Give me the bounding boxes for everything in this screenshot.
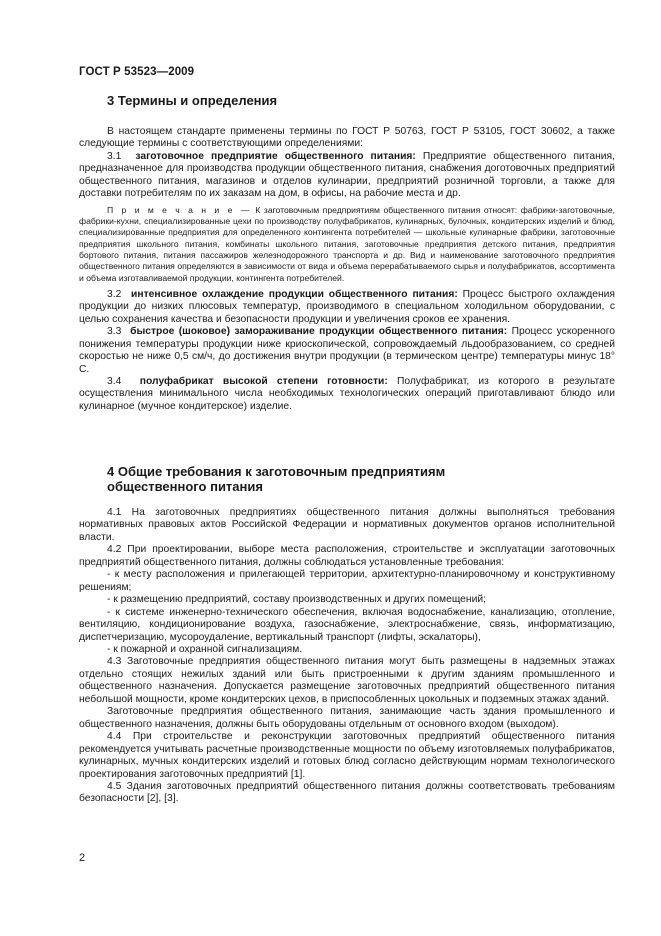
- section-3-body: [79, 126, 615, 413]
- list-item: - к системе инженерно-технического обеспечения, включая водоснабжение, канализацию, отопление, вентиляцию, кондиционирование воздуха, газоснабжение, электроснабжение, связь, информатизацию, диспетчеризацию, мусороудаление, вертикальный транспорт (лифты, эскалаторы),: [79, 606, 615, 643]
- list-item: - к пожарной и охранной сигнализациям.: [107, 643, 303, 655]
- term-3-2: 3.2 интенсивное охлаждение продукции общественного питания: Процесс быстрого охлаждения продукции до низких плюсовых температур, производимого в специальном холодильном оборудовании, с целью сохранения качества и безопасности продукции и увеличения сроков ее хранения.: [79, 288, 615, 325]
- clause-4-4: 4.4 При строительстве и реконструкции заготовочных предприятий общественного питания рекомендуется учитывать расчетные производственные мощности по объему изготовляемых полуфабрикатов, кулинарных, мучных кондитерских изделий и готовых блюд согласно действующим нормам технологического проектирования заготовочных предприятий [1].: [79, 731, 615, 780]
- page-number: 2: [79, 852, 86, 864]
- clause-4-2: 4.2 При проектировании, выборе места расположения, строительстве и эксплуатации заготовочных предприятий общественного питания, должны соблюдаться установленные требования:: [79, 544, 615, 568]
- section-3-intro: В настоящем стандарте применены термины по ГОСТ Р 50763, ГОСТ Р 53105, ГОСТ 30602, а также следующие термины с соответствующими определениями:: [79, 126, 615, 150]
- section-4-heading-line-2: общественного питания: [107, 479, 263, 494]
- section-4-body: [79, 507, 615, 806]
- section-4-heading: [107, 464, 445, 494]
- note-3-1: П р и м е ч а н и е — К заготовочным предприятиям общественного питания относят: фабрики-заготовочные, фабрики-кухни, специализированные цехи по производству полуфабрикатов, кулинарных, булочных, кондитерских изделий и блюд, специализированные предприятия для определенного контингента потребителей — школьные кулинарные фабрики, заготовочные предприятия школьного питания, комбинаты школьного питания, заготовочные предприятия детского питания, предприятия бортового питания, питания пассажиров железнодорожного транспорта и др. Вид и наименование заготовочного предприятия общественного питания определяются в зависимости от вида и объема перерабатываемого сырья и полуфабрикатов, ассортимента и объема изготавливаемой продукции, контингента потребителей.: [79, 204, 615, 283]
- clause-4-5: 4.5 Здания заготовочных предприятий общественного питания должны соответствовать требованиям безопасности [2], [3].: [79, 780, 615, 805]
- section-3-heading: 3 Термины и определения: [107, 93, 278, 108]
- document-header: ГОСТ Р 53523—2009: [79, 66, 195, 78]
- term-3-1: 3.1 заготовочное предприятие общественного питания: Предприятие общественного питания, предназначенное для производства продукции общественного питания, снабжения доготовочных предприятий общественного питания, магазинов и отделов кулинарии, предприятий розничной торговли, а также для доставки потребителям по их заказам на дом, в офисы, на рабочие места и др.: [79, 150, 615, 200]
- term-3-3: 3.3 быстрое (шоковое) замораживание продукции общественного питания: Процесс ускоренного понижения температуры продукции ниже криоскопической, сопровождаемый льдообразованием, со средней скоростью не ниже 0,5 см/ч, до достижения внутри продукции (в термическом центре) температуры минус 18° С.: [79, 326, 615, 375]
- clause-4-1: 4.1 На заготовочных предприятиях общественного питания должны выполняться требования нормативных правовых актов Российской Федерации и нормативных документов органов исполнительной власти.: [79, 507, 615, 543]
- clause-4-3-b: Заготовочные предприятия общественного питания, занимающие часть здания промышленного и общественного назначения, должны быть оборудованы отдельным от основного входом (выходом).: [79, 706, 615, 730]
- list-item: - к размещению предприятий, составу производственных и других помещений;: [107, 594, 486, 606]
- section-4-heading-line-1: 4 Общие требования к заготовочным предприятиям: [107, 464, 446, 479]
- term-3-4: 3.4 полуфабрикат высокой степени готовности: Полуфабрикат, из которого в результате осуществления минимального числа необходимых технологических операций приготавливают блюдо или кулинарное (мучное кондитерское) изделие.: [79, 375, 615, 412]
- list-item: - к месту расположения и прилегающей территории, архитектурно-планировочному и конструктивному решениям;: [79, 569, 615, 593]
- clause-4-3: 4.3 Заготовочные предприятия общественного питания могут быть размещены в надземных этажах отдельно стоящих нежилых зданий или быть пристроенными к другим зданиям промышленного и общественного назначения. Допускается размещение заготовочных предприятий общественного питания небольшой мощности, кроме кондитерских цехов, в приспособленных цокольных и подземных этажах зданий.: [79, 656, 615, 705]
